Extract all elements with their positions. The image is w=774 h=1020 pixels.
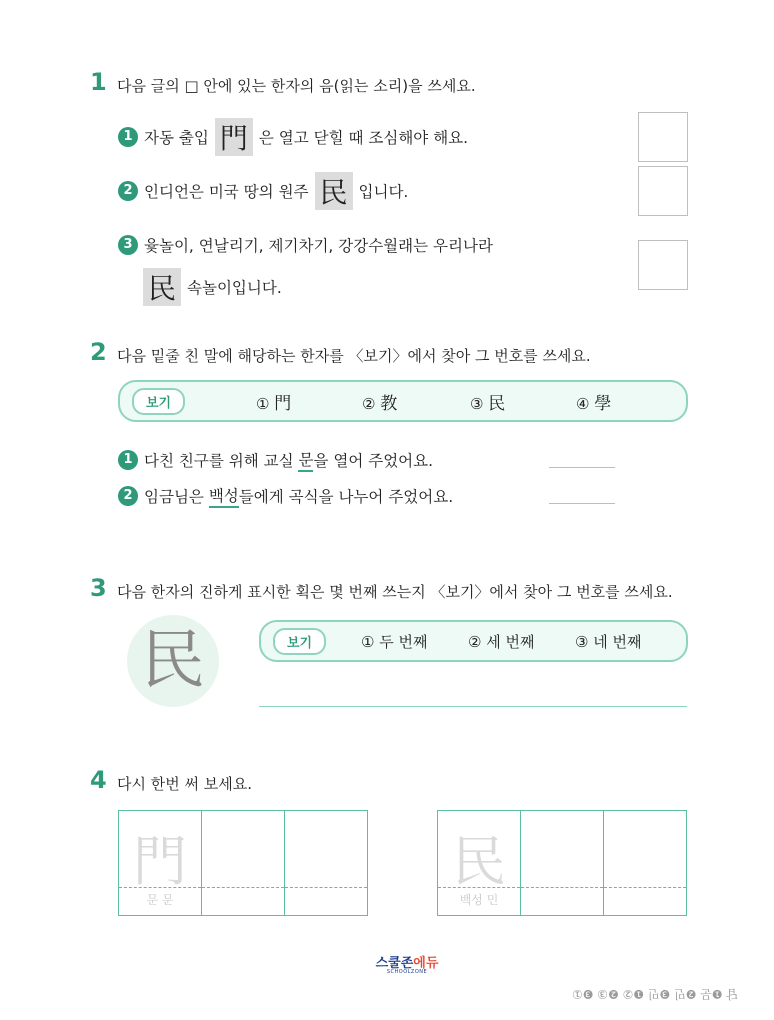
- q1-item-3-line1: 윷놀이, 연날리기, 제기차기, 강강수월래는 우리나라: [144, 237, 493, 255]
- q2-instruction: 다음 밑줄 친 말에 해당하는 한자를 〈보기〉에서 찾아 그 번호를 쓰세요.: [117, 347, 591, 365]
- trace-cell[interactable]: [119, 811, 202, 915]
- bogi-label: 보기: [132, 388, 185, 415]
- q2-item-1-before: 다친 친구를 위해 교실: [144, 452, 299, 470]
- q2-option-3: ③ 民: [470, 393, 506, 414]
- q2-answer-line-2[interactable]: [549, 502, 615, 504]
- trace-hanja: 民: [452, 830, 506, 893]
- q1-instruction: 다음 글의 □ 안에 있는 한자의 음(읽는 소리)을 쓰세요.: [117, 77, 476, 95]
- q1-item-3-hanja: 民: [143, 268, 181, 306]
- trace-cell[interactable]: [438, 811, 521, 915]
- q2-item-2-underlined: 백성: [209, 484, 239, 508]
- q3-hanja: 民: [141, 624, 205, 698]
- guide-line: [285, 887, 367, 888]
- q4-grid-2: [437, 810, 687, 916]
- q4-grid-1: [118, 810, 368, 916]
- trace-reading: 문 문: [146, 893, 174, 907]
- trace-hanja: 門: [133, 830, 187, 893]
- publisher-logo: 스쿨존에듀 SCHOOLZONE: [375, 956, 439, 975]
- q1-item-2-before: 인디언은 미국 땅의 원주: [144, 183, 309, 201]
- item-number-badge: 3: [118, 235, 138, 255]
- item-number-badge: 2: [118, 486, 138, 506]
- q2-item-1-after: 을 열어 주었어요.: [313, 452, 434, 470]
- practice-cell[interactable]: [604, 811, 686, 915]
- guide-line: [604, 887, 686, 888]
- q3-option-1: ① 두 번째: [361, 632, 428, 651]
- q1-item-3-line2: [143, 268, 282, 306]
- q3-bogi-bar: [259, 620, 688, 662]
- q2-item-2-before: 임금님은: [144, 488, 209, 506]
- q3-answer-line[interactable]: [259, 706, 687, 707]
- q2-item-1-underlined: 문: [298, 448, 313, 472]
- guide-line: [119, 887, 201, 888]
- q2-option-1: ① 門: [256, 393, 292, 414]
- q2-bogi-bar: [118, 380, 688, 422]
- bogi-label: 보기: [273, 628, 326, 655]
- guide-line: [438, 887, 520, 888]
- q1-answer-box-3[interactable]: [638, 240, 688, 290]
- q3-instruction: 다음 한자의 진하게 표시한 획은 몇 번째 쓰는지 〈보기〉에서 찾아 그 번호를 쓰세요.: [117, 583, 673, 601]
- q1-item-2: [118, 172, 408, 210]
- answer-key: 답 ❶문 ❷민 ❸민 ❶② ❷③ ❸①: [571, 987, 739, 1001]
- q1-answer-box-1[interactable]: [638, 112, 688, 162]
- q1-item-1: [118, 118, 468, 156]
- q2-option-2: ② 教: [362, 393, 398, 414]
- q4-instruction: 다시 한번 써 보세요.: [117, 775, 252, 793]
- q2-number: 2: [90, 338, 107, 366]
- practice-cell[interactable]: [285, 811, 367, 915]
- q1-item-1-hanja: 門: [215, 118, 253, 156]
- practice-cell[interactable]: [521, 811, 604, 915]
- q3-number: 3: [90, 574, 107, 602]
- q1-number: 1: [90, 68, 107, 96]
- q1-item-2-after: 입니다.: [358, 183, 409, 201]
- q2-answer-line-1[interactable]: [549, 466, 615, 468]
- q1-item-1-after: 은 열고 닫힐 때 조심해야 해요.: [258, 129, 469, 147]
- guide-line: [521, 887, 603, 888]
- q2-item-2-after: 들에게 곡식을 나누어 주었어요.: [238, 488, 454, 506]
- item-number-badge: 2: [118, 181, 138, 201]
- q1-item-3-after: 속놀이입니다.: [187, 279, 282, 297]
- guide-line: [202, 887, 284, 888]
- practice-cell[interactable]: [202, 811, 285, 915]
- q3-hanja-circle: [127, 615, 219, 707]
- q1-answer-box-2[interactable]: [638, 166, 688, 216]
- q1-item-2-hanja: 民: [315, 172, 353, 210]
- trace-reading: 백성 민: [459, 893, 499, 907]
- q2-item-1: [118, 448, 433, 472]
- q1-item-1-before: 자동 출입: [144, 129, 209, 147]
- q2-item-2: [118, 484, 453, 508]
- item-number-badge: 1: [118, 127, 138, 147]
- item-number-badge: 1: [118, 450, 138, 470]
- q1-item-3: [118, 234, 493, 256]
- q3-option-2: ② 세 번째: [468, 632, 535, 651]
- q4-number: 4: [90, 766, 107, 794]
- q2-option-4: ④ 學: [576, 393, 612, 414]
- q3-option-3: ③ 네 번째: [575, 632, 642, 651]
